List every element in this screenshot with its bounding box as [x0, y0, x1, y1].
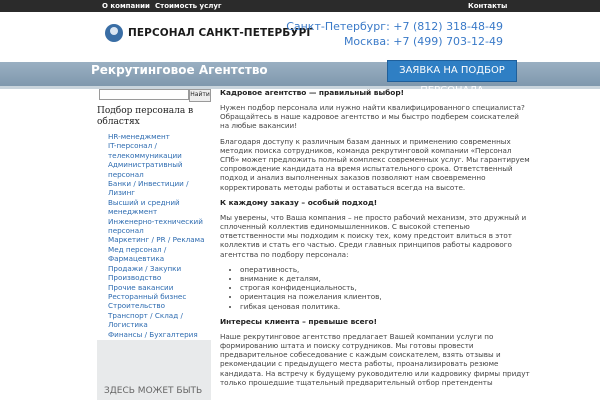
sidebar-item-hr[interactable]: HR-менеджмент — [108, 132, 170, 141]
sidebar-item-construction[interactable]: Строительство — [108, 301, 166, 311]
logo-text[interactable]: ПЕРСОНАЛ САНКТ-ПЕТЕРБУРГ — [128, 27, 314, 39]
top-nav — [0, 0, 600, 12]
nav-about-link[interactable]: О компании — [102, 2, 150, 10]
sidebar-list — [108, 132, 212, 348]
principles-list — [220, 265, 530, 311]
ad-text: ЗДЕСЬ МОЖЕТ БЫТЬ — [104, 386, 203, 396]
list-item: • оперативность, — [240, 265, 530, 274]
sidebar-item-other[interactable]: Прочие вакансии — [108, 282, 174, 292]
nav-prices-link[interactable]: Стоимость услуг — [155, 2, 222, 10]
main-content — [220, 88, 530, 393]
heading-right-choice: Кадровое агентство — правильный выбор! — [220, 88, 405, 97]
sidebar-item-it[interactable]: IT-персонал / телекоммуникации — [108, 141, 182, 160]
heading-client-interests: Интересы клиента – превыше всего! — [220, 316, 377, 326]
phone-msk: Москва: +7 (499) 703-12-49 — [343, 35, 503, 48]
sidebar-item-admin[interactable]: Административный персонал — [108, 160, 183, 179]
sidebar-item-sales[interactable]: Продажи / Закупки — [108, 263, 182, 273]
sidebar-heading: Подбор персонала в областях — [97, 106, 194, 127]
sidebar-item-medical[interactable]: Мед персонал / Фармацевтика — [108, 244, 167, 264]
nav-contacts-link[interactable]: Контакты — [468, 2, 508, 10]
methods-paragraph: Благодаря доступу к различным базам данных и применению современных методик поиска сотрудников, команда рекрутинговой компании «Персонал СПб» может предложить полный комплекс современных услуг. Мы гарантируем сопровождение кандидата на время испытательного срока. Ответственный подход и анализ выполненных заказов позволяют нам своевременно корректировать методы работы и оставаться всегда на высоте. — [220, 136, 530, 192]
banner-title: Рекрутинговое Агентство — [91, 63, 268, 77]
sidebar-item-transport[interactable]: Транспорт / Склад / Логистика — [108, 310, 183, 330]
sidebar-item-production[interactable]: Производство — [108, 273, 162, 283]
intro-paragraph: Нужен подбор персонала или нужно найти квалифицированного специалиста? Обращайтесь в наше кадровое агентство и мы быстро подберем соискателей на любые вакансии! — [220, 103, 525, 131]
sidebar-item-management[interactable]: Высший и средний менеджмент — [108, 197, 180, 217]
list-item: • ориентация на пожелания клиентов, — [240, 292, 530, 301]
request-staff-button[interactable]: ЗАЯВКА НА ПОДБОР ПЕРСОНАЛА — [387, 60, 517, 82]
heading-special-approach: К каждому заказу – особый подход! — [220, 197, 378, 207]
search-button[interactable]: Найти — [189, 89, 211, 102]
phone-spb: Санкт-Петербург: +7 (812) 318-48-49 — [286, 20, 503, 33]
sidebar-item-restaurant[interactable]: Ресторанный бизнес — [108, 291, 187, 301]
sidebar-item-engineering[interactable]: Инженерно-технический персонал — [108, 216, 203, 236]
sidebar-item-finance[interactable]: Финансы / Бухгалтерия — [108, 329, 198, 339]
team-paragraph: Мы уверены, что Ваша компания – не просто рабочий механизм, это дружный и сплоченный коллектив единомышленников. С высокой степенью ответственности мы подходим к поиску тех, кому предстоит влиться в этот коллектив и стать его частью. Среди главных принципов работы кадрового агентства по подбору персонала: — [220, 212, 527, 259]
logo-icon[interactable] — [105, 24, 123, 42]
sidebar-item-marketing[interactable]: Маркетинг / PR / Реклама — [108, 235, 205, 245]
sidebar-item-banks[interactable]: Банки / Инвестиции / Лизинг — [108, 179, 189, 198]
list-item: • гибкая ценовая политика. — [240, 302, 530, 311]
services-paragraph: Наше рекрутинговое агентство предлагает Вашей компании услуги по формированию штата и поиску сотрудников. Мы готовы провести предварительное собеседование с каждым соискателем, взять отзывы и рекомендации с предыдущего места работы, проанализировать резюме кандидата. На встречу к будущему руководителю или кадровику фирмы придут только прошедшие тщательный предварительный отбор претенденты — [220, 331, 530, 387]
list-item: • внимание к деталям, — [240, 274, 530, 283]
list-item: • строгая конфиденциальность, — [240, 283, 530, 292]
search-input[interactable] — [99, 89, 189, 100]
